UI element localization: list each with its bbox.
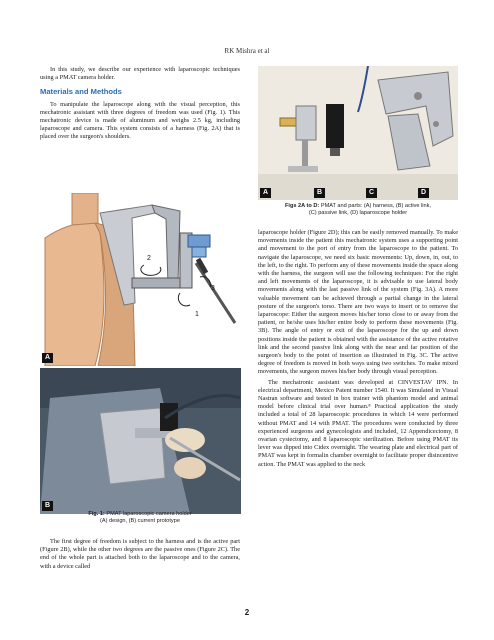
- fig1-label-1: 1: [195, 311, 199, 318]
- fig2-caption-title: Figs 2A to D:: [284, 203, 320, 209]
- fig2-drawing: [258, 66, 458, 200]
- fig1-label-3: 3: [211, 285, 215, 292]
- right-paragraph-2: The mechatronic assistant was developed at CINVESTAV IPN. In electrical department, Mexico Patent number 1540. It was Simulated in Visual Nastran software and tested in box trainer with phantom model and animal model before clinical trial over human.⁸ Practical application the study included a total of 28 laparoscopic procedures in which 14 were performed without PMAT and 14 with PMAT. The procedures were conducted by three experienced surgeons and gynecologists and included, 12 Appendicectomy, 8 ovarian cystectomy, and 8 laparoscopic sterilization. Before using PMAT its lever was dipped into Cidex overnight. The wearing plate and electrical part of PMAT was kept in formalin chamber overnight to facilitate proper disincentive action. The PMAT was applied to the neck: [258, 378, 458, 468]
- methods-paragraph: To manipulate the laparoscope along with the visual perception, this mechatronic assistant with three degrees of freedom was used (Fig. 1). This mechatronic device is made of aluminum and weighs 2.5 kg, including laparoscope and camera. This system consists of a harness (Fig. 2A) that is placed over the surgeon's shoulders.: [40, 100, 240, 141]
- right-paragraph-1: laparoscope holder (Figure 2D); this can be easily removed manually. To make movements inside the patient this mechatronic system uses a supporting point and movement to the port of entry from the laparoscope to the patient. To navigate the laparoscope, we need six basic movements: Up, down, in, out, to the left, to the right. To perform any of these movements inside the space along with the harness, the surgeon will use the following techniques: For the right and left movements of the laparoscope, it is advisable to use lateral body movements along with the last passive link of the system (Fig. 3A). A more valuable movement can be achieved through a partial change in the lateral posture of the surgeon's torso. There are two ways to insert or to remove the laparoscope: Either the surgeon moves his/her torso close to or away from the patient, or he/she uses his/her entire body to perform these movements (Fig. 3B). The angle of entry or exit of the laparoscope for the up and down positions inside the patient is obtained with the assistance of the active rotative link and the second passive link along with the near and far position of the surgeon's body to the point of insertion as illustrated in Fig. 3C. The active degree of freedom is moved in both ways using two switches. To make mixed movements, the surgeon moves his/her body through visual perception.: [258, 229, 458, 376]
- fig2-letter-c: C: [366, 188, 377, 198]
- page-number: 2: [244, 608, 250, 617]
- fig2-caption-line1: PMAT and parts: (A) harness, (B) active link,: [320, 203, 431, 209]
- fig1-panel-a-letter: A: [42, 353, 53, 363]
- intro-paragraph: In this study, we describe our experience with laparoscopic techniques using a PMAT camera holder.: [40, 66, 240, 82]
- fig1-panel-b-letter: B: [42, 501, 53, 511]
- fig1-caption-line1: PMAT laparoscopic camera holder: [106, 511, 192, 517]
- fig1b-drawing: [40, 368, 241, 514]
- fig1-label-2: 2: [147, 255, 151, 262]
- running-head: RK Mishra et al: [224, 47, 270, 55]
- fig1-caption-line2: (A) design, (B) current prototype: [100, 518, 180, 524]
- fig2-letter-a: A: [260, 188, 271, 198]
- fig2-caption-line2: (C) passive link, (D) laparoscope holder: [308, 210, 408, 216]
- fig1-caption: [40, 511, 240, 525]
- fig1a-drawing: [40, 193, 241, 366]
- fig2-caption: [258, 203, 458, 217]
- fig2-letter-b: B: [314, 188, 325, 198]
- left-bottom-paragraph: The first degree of freedom is subject to the harness and is the active part (Figure 2B), while the other two degrees are the passive ones (Figure 2C). The end of the whole part is attached both to the laparoscope and to the camera, with a device called: [40, 538, 240, 570]
- figure-1b-photo: [40, 368, 241, 514]
- figure-2-photo: [258, 66, 458, 200]
- left-column-bottom: [40, 538, 240, 573]
- figure-1a-illustration: [40, 193, 241, 366]
- right-column: [258, 229, 458, 471]
- fig2-letter-d: D: [418, 188, 429, 198]
- section-heading: Materials and Methods: [40, 87, 122, 97]
- fig1-caption-title: Fig. 1:: [88, 511, 105, 517]
- left-column-top: [40, 66, 240, 144]
